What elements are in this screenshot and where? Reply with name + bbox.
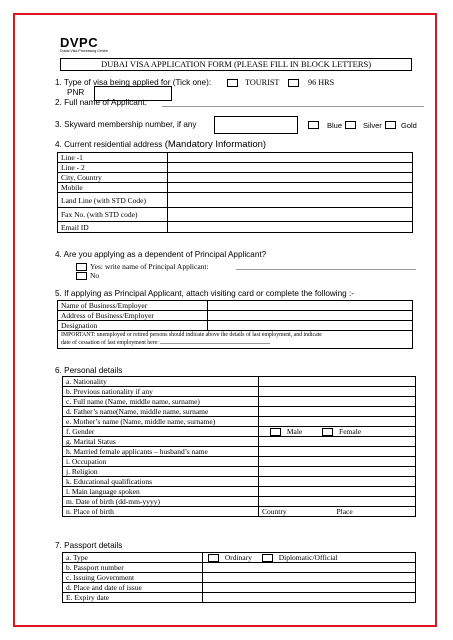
place-of-birth-cell[interactable]: [259, 507, 416, 517]
q7-label: 7. Passport details: [55, 541, 123, 550]
96hrs-label: 96 HRS: [308, 78, 335, 87]
table-row: [63, 593, 416, 603]
personal-row-label: e. Mother’s name (Name, middle name, surname): [63, 417, 259, 427]
table-row: [63, 553, 416, 563]
personal-row-input[interactable]: [259, 387, 416, 397]
passport-row-label: b. Passport number: [63, 563, 203, 573]
personal-row-input[interactable]: [259, 467, 416, 477]
male-label: Male: [286, 427, 303, 436]
logo-subtitle: Dubai Visa Processing Centre: [60, 49, 108, 53]
personal-row-label: f. Gender: [63, 427, 259, 437]
passport-row-label: a. Type: [63, 553, 203, 563]
personal-row-label: n. Place of birth: [63, 507, 259, 517]
passport-row-input[interactable]: [203, 573, 416, 583]
important-note-line2-text: date of cessation of last employment here:: [61, 339, 159, 346]
address-row-label: Mobile: [58, 183, 168, 193]
table-row: [58, 301, 413, 311]
dependent-yes-checkbox[interactable]: [76, 263, 87, 271]
blue-checkbox[interactable]: [308, 121, 319, 129]
address-row-input[interactable]: [168, 222, 413, 233]
employment-row-label: Designation: [58, 321, 208, 331]
silver-label: Silver: [363, 121, 382, 130]
personal-row-input[interactable]: [259, 487, 416, 497]
important-note-line2: [61, 340, 409, 348]
personal-row-label: h. Married female applicants – husband’s name: [63, 447, 259, 457]
passport-details-table: [62, 552, 416, 603]
table-row: [63, 497, 416, 507]
tourist-label: TOURIST: [245, 78, 280, 87]
q4-label: [55, 140, 266, 150]
table-row: [63, 387, 416, 397]
address-row-input[interactable]: [168, 183, 413, 193]
employment-row-label: Name of Business/Employer: [58, 301, 208, 311]
table-row: [63, 467, 416, 477]
dependent-no-checkbox[interactable]: [76, 272, 87, 280]
ordinary-label: Ordinary: [224, 553, 252, 562]
personal-row-input[interactable]: [259, 457, 416, 467]
cessation-date-line[interactable]: [160, 343, 270, 344]
personal-row-input[interactable]: [259, 497, 416, 507]
personal-row-input[interactable]: [259, 477, 416, 487]
q4-label-text: 4. Current residential address: [55, 140, 163, 149]
personal-row-label: g. Marital Status: [63, 437, 259, 447]
form-title: DUBAI VISA APPLICATION FORM (PLEASE FILL IN BLOCK LETTERS): [60, 58, 412, 71]
table-row: [58, 321, 413, 331]
address-row-label: Fax No. (with STD code): [58, 208, 168, 222]
personal-row-label: b. Previous nationality if any: [63, 387, 259, 397]
personal-row-label: l. Main language spoken: [63, 487, 259, 497]
q1-label: 1. Type of visa being applied for (Tick one):: [55, 78, 212, 87]
gold-checkbox[interactable]: [385, 121, 396, 129]
table-row: [63, 477, 416, 487]
address-row-input[interactable]: [168, 173, 413, 183]
employment-row-input[interactable]: [208, 301, 413, 311]
table-row: [58, 193, 413, 208]
address-row-input[interactable]: [168, 208, 413, 222]
96hrs-checkbox[interactable]: [288, 79, 299, 87]
passport-row-input[interactable]: [203, 583, 416, 593]
q6-label: 6. Personal details: [55, 366, 123, 375]
personal-row-input[interactable]: [259, 447, 416, 457]
silver-checkbox[interactable]: [345, 121, 356, 129]
table-row: [63, 417, 416, 427]
personal-row-label: j. Religion: [63, 467, 259, 477]
employment-table: [57, 300, 413, 349]
table-row: [58, 311, 413, 321]
principal-name-line[interactable]: [236, 269, 416, 270]
table-row: [63, 487, 416, 497]
table-row: [63, 507, 416, 517]
personal-row-label: k. Educational qualifications: [63, 477, 259, 487]
q5-label: 5. If applying as Principal Applicant, attach visiting card or complete the following :-: [55, 289, 354, 298]
logo-text: DVPC: [60, 35, 99, 50]
female-checkbox[interactable]: [322, 428, 333, 436]
tourist-checkbox[interactable]: [227, 79, 238, 87]
table-row: [63, 457, 416, 467]
table-row: [63, 407, 416, 417]
gender-cell: [259, 427, 416, 437]
diplomatic-label: Diplomatic/Official: [278, 553, 338, 562]
personal-row-input[interactable]: [259, 437, 416, 447]
gold-label: Gold: [401, 121, 417, 130]
employment-row-input[interactable]: [208, 321, 413, 331]
employment-row-input[interactable]: [208, 311, 413, 321]
male-checkbox[interactable]: [270, 428, 281, 436]
address-row-label: Line -1: [58, 153, 168, 163]
important-note: [58, 331, 413, 349]
personal-row-input[interactable]: [259, 397, 416, 407]
pnr-label: PNR: [67, 88, 85, 97]
table-row: [58, 153, 413, 163]
address-row-label: Line - 2: [58, 163, 168, 173]
table-row: [63, 573, 416, 583]
personal-row-label: m. Date of birth (dd-mm-yyyy): [63, 497, 259, 507]
country-label: Country: [262, 507, 287, 517]
passport-row-input[interactable]: [203, 593, 416, 603]
address-row-label: Email ID: [58, 222, 168, 233]
address-row-label: Land Line (with STD Code): [58, 193, 168, 208]
table-row: [58, 173, 413, 183]
address-table: [57, 152, 413, 233]
passport-row-input[interactable]: [203, 563, 416, 573]
table-row: [63, 447, 416, 457]
dependent-no-label: No: [90, 271, 100, 280]
passport-type-cell: [203, 553, 416, 563]
dependent-yes-label: Yes: write name of Principal Applicant:: [90, 262, 209, 271]
ordinary-checkbox[interactable]: [208, 554, 219, 562]
employment-row-label: Address of Business/Employer: [58, 311, 208, 321]
passport-row-label: d. Place and date of issue: [63, 583, 203, 593]
table-row: [58, 331, 413, 349]
table-row: [63, 397, 416, 407]
personal-row-label: d. Father’s name(Name, middle name, surname: [63, 407, 259, 417]
place-label: Place: [336, 507, 353, 517]
address-row-input[interactable]: [168, 193, 413, 208]
personal-row-label: c. Full name (Name, middle name, surname): [63, 397, 259, 407]
q4-mandatory-note: (Mandatory Information): [164, 139, 267, 150]
address-row-input[interactable]: [168, 163, 413, 173]
q3-label: 3. Skyward membership number, if any: [55, 120, 197, 129]
table-row: [63, 583, 416, 593]
female-label: Female: [339, 427, 362, 436]
table-row: [58, 183, 413, 193]
table-row: [63, 563, 416, 573]
skyward-number-input[interactable]: [214, 116, 298, 134]
passport-row-label: E. Expiry date: [63, 593, 203, 603]
diplomatic-checkbox[interactable]: [262, 554, 273, 562]
table-row: [58, 222, 413, 233]
personal-row-label: a. Nationality: [63, 377, 259, 387]
important-note-line1: IMPORTANT: unemployed or retired persons should indicate above the details of last employment, and indicate: [61, 332, 322, 338]
q2-label: 2. Full name of Applicant:: [55, 98, 147, 107]
personal-row-input[interactable]: [259, 377, 416, 387]
passport-row-label: c. Issuing Government: [63, 573, 203, 583]
personal-row-label: i. Occupation: [63, 457, 259, 467]
table-row: [58, 208, 413, 222]
table-row: [63, 377, 416, 387]
address-row-input[interactable]: [168, 153, 413, 163]
applicant-name-line[interactable]: [162, 106, 424, 107]
personal-row-input[interactable]: [259, 417, 416, 427]
personal-row-input[interactable]: [259, 407, 416, 417]
table-row: [58, 163, 413, 173]
address-row-label: City, Country: [58, 173, 168, 183]
personal-details-table: [62, 376, 416, 517]
table-row: [63, 437, 416, 447]
dvpc-logo: [60, 36, 108, 54]
q4b-label: 4. Are you applying as a dependent of Principal Applicant?: [55, 250, 267, 259]
table-row: [63, 427, 416, 437]
blue-label: Blue: [327, 121, 343, 130]
